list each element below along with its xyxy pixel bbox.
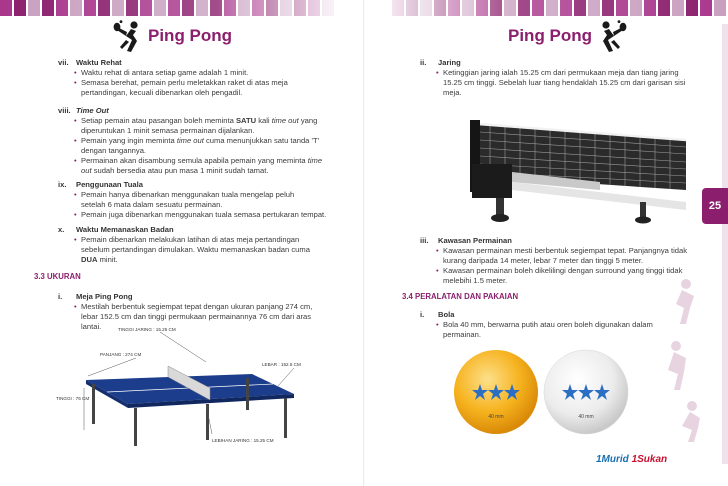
ping-pong-player-icon-right	[596, 20, 628, 54]
clamp-knob	[491, 214, 509, 222]
orange-ball-label: 40 mm	[488, 414, 504, 420]
clamp-screw	[640, 202, 646, 218]
table-leg	[92, 384, 95, 424]
clamp-knob	[635, 217, 651, 224]
bullet-item: • Pemain dibenarkan melakukan latihan di atas meja pertandingan sebelum pertandingan dimulakan. Waktu memanaskan badan cuma DUA minit.	[72, 235, 358, 265]
bullet-item: • Setiap pemain atau pasangan boleh meminta SATU kali time out yang diperuntukan 1 minit semasa permainan dijalankan.	[72, 116, 353, 136]
white-ball-label: 40 mm	[578, 414, 594, 420]
page-number-tab: 25	[702, 188, 728, 224]
left-page-title: Ping Pong	[148, 26, 233, 45]
heading-time-out: Time Out	[76, 106, 109, 115]
section-time-out: viii. Time Out • Setiap pemain atau pasangan boleh meminta SATU kali time out yang diperuntukan 1 minit semasa permainan dijalankan. • Pemain yang ingin meminta time out cuma menunjukkan satu tanda 'T' dengan tangannya. • Permainan akan disambung semula apabila pemain yang meminta time out sudah bersedia atau pun masa 1 minit sudah tamat.	[58, 106, 353, 176]
label-lebihan-jaring: LEBIHAN JARING : 15.25 CM	[212, 438, 274, 443]
section-waktu-memanaskan: x. Waktu Memanaskan Badan • Pemain dibenarkan melakukan latihan di atas meja pertandingan sebelum pertandingan dimulakan. Waktu memanaskan badan cuma DUA minit.	[58, 225, 358, 265]
bullet-item: • Ketinggian jaring ialah 15.25 cm dari permukaan meja dan tiang jaring 15.25 cm tinggi. Sebelah luar tiang hendaklah 15.25 cm dari garisan sisi meja.	[434, 68, 710, 98]
sports-silhouettes-decoration	[656, 274, 716, 444]
dimension-leader	[278, 368, 294, 386]
bullet-item: • Bola 40 mm, berwarna putih atau oren boleh digunakan dalam permainan.	[434, 320, 710, 340]
bullet-item: • Mestilah berbentuk segiempat tepat dengan ukuran panjang 274 cm, lebar 152.5 cm dan tinggi permukaan permainannya 76 cm dari aras lantai.	[72, 302, 348, 332]
table-leg	[284, 398, 287, 438]
label-tinggi: TINGGI : 76 CM	[56, 396, 90, 401]
bullet-item: • Semasa berehat, pemain perlu meletakkan raket di atas meja pertandingan, kecuali dibenarkan oleh pengadil.	[72, 78, 348, 98]
bullet-item: • Pemain hanya dibenarkan menggunakan tuala mengelap peluh setelah 6 mata dalam sesuatu permainan.	[72, 190, 358, 210]
right-side-rail	[722, 24, 728, 464]
header-fade-right	[368, 0, 728, 22]
ping-pong-player-icon	[112, 20, 144, 54]
heading-bola: Bola	[438, 310, 455, 319]
section-jaring: ii. Jaring • Ketinggian jaring ialah 15.25 cm dari permukaan meja dan tiang jaring 15.25 cm tinggi. Sebelah luar tiang hendaklah 15.25 cm dari garisan sisi meja.	[420, 58, 710, 98]
item-number: vii.	[58, 58, 69, 67]
balls-illustration	[452, 346, 632, 438]
heading-jaring: Jaring	[438, 58, 461, 67]
section-heading-ukuran: 3.3 UKURAN	[34, 272, 81, 281]
label-lebar: LEBAR : 152.5 CM	[262, 362, 301, 367]
header-fade-left	[0, 0, 360, 22]
section-kawasan-permainan: iii. Kawasan Permainan • Kawasan permainan mesti berbentuk segiempat tepat. Panjangnya tidak kurang daripada 14 meter, lebar 7 meter dan tinggi 5 meter. • Kawasan permainan boleh dikelilingi dengan surround yang tinggi tidak melebihi 1.5 meter.	[420, 236, 710, 286]
bullet-item: • Waktu rehat di antara setiap game adalah 1 minit.	[72, 68, 348, 78]
bullet-item: • Pemain yang ingin meminta time out cuma menunjukkan satu tanda 'T' dengan tangannya.	[72, 136, 353, 156]
dimension-leader	[160, 332, 206, 362]
table-leg	[206, 404, 209, 440]
section-bola: i. Bola • Bola 40 mm, berwarna putih atau oren boleh digunakan dalam permainan.	[420, 310, 710, 340]
page-gutter	[363, 0, 365, 486]
bullet-item: • Permainan akan disambung semula apabila pemain yang meminta time out sudah bersedia atau pun masa 1 minit sudah tamat.	[72, 156, 353, 176]
section-meja-ping-pong: i. Meja Ping Pong • Mestilah berbentuk segiempat tepat dengan ukuran panjang 274 cm, lebar 152.5 cm dan tinggi permukaan permainannya 76 cm dari aras lantai.	[58, 292, 348, 332]
heading-penggunaan-tuala: Penggunaan Tuala	[76, 180, 143, 189]
label-tinggi-jaring: TINGGI JARING : 15.25 CM	[118, 327, 176, 332]
bullet-item: • Kawasan permainan mesti berbentuk segiempat tepat. Panjangnya tidak kurang daripada 14 meter, lebar 7 meter dan tinggi 5 meter.	[434, 246, 710, 266]
heading-waktu-rehat: Waktu Rehat	[76, 58, 122, 67]
clamp-screw	[496, 198, 504, 216]
table-leg	[246, 378, 249, 410]
label-panjang: PANJANG : 274 CM	[100, 352, 142, 357]
net-post-photo	[450, 106, 686, 230]
bullet-item: • Kawasan permainan boleh dikelilingi dengan surround yang tinggi tidak melebihi 1.5 meter.	[434, 266, 710, 286]
section-waktu-rehat	[58, 58, 348, 98]
post-clamp	[472, 164, 512, 198]
heading-meja-ping-pong: Meja Ping Pong	[76, 292, 133, 301]
section-heading-peralatan: 3.4 PERALATAN DAN PAKAIAN	[402, 292, 519, 301]
section-penggunaan-tuala: ix. Penggunaan Tuala • Pemain hanya dibenarkan menggunakan tuala mengelap peluh setelah 6 mata dalam sesuatu permainan. • Pemain juga dibenarkan menggunakan tuala semasa pertukaran tempat.	[58, 180, 358, 220]
dimension-leader	[88, 358, 136, 376]
table-leg	[134, 408, 137, 446]
table-dimension-diagram	[56, 322, 316, 450]
heading-kawasan-permainan: Kawasan Permainan	[438, 236, 512, 245]
footer-brand-logo: 1Murid 1Sukan	[596, 454, 668, 465]
bullet-item: • Pemain juga dibenarkan menggunakan tuala semasa pertukaran tempat.	[72, 210, 358, 220]
heading-waktu-memanaskan: Waktu Memanaskan Badan	[76, 225, 174, 234]
right-page-title: Ping Pong	[508, 26, 593, 45]
